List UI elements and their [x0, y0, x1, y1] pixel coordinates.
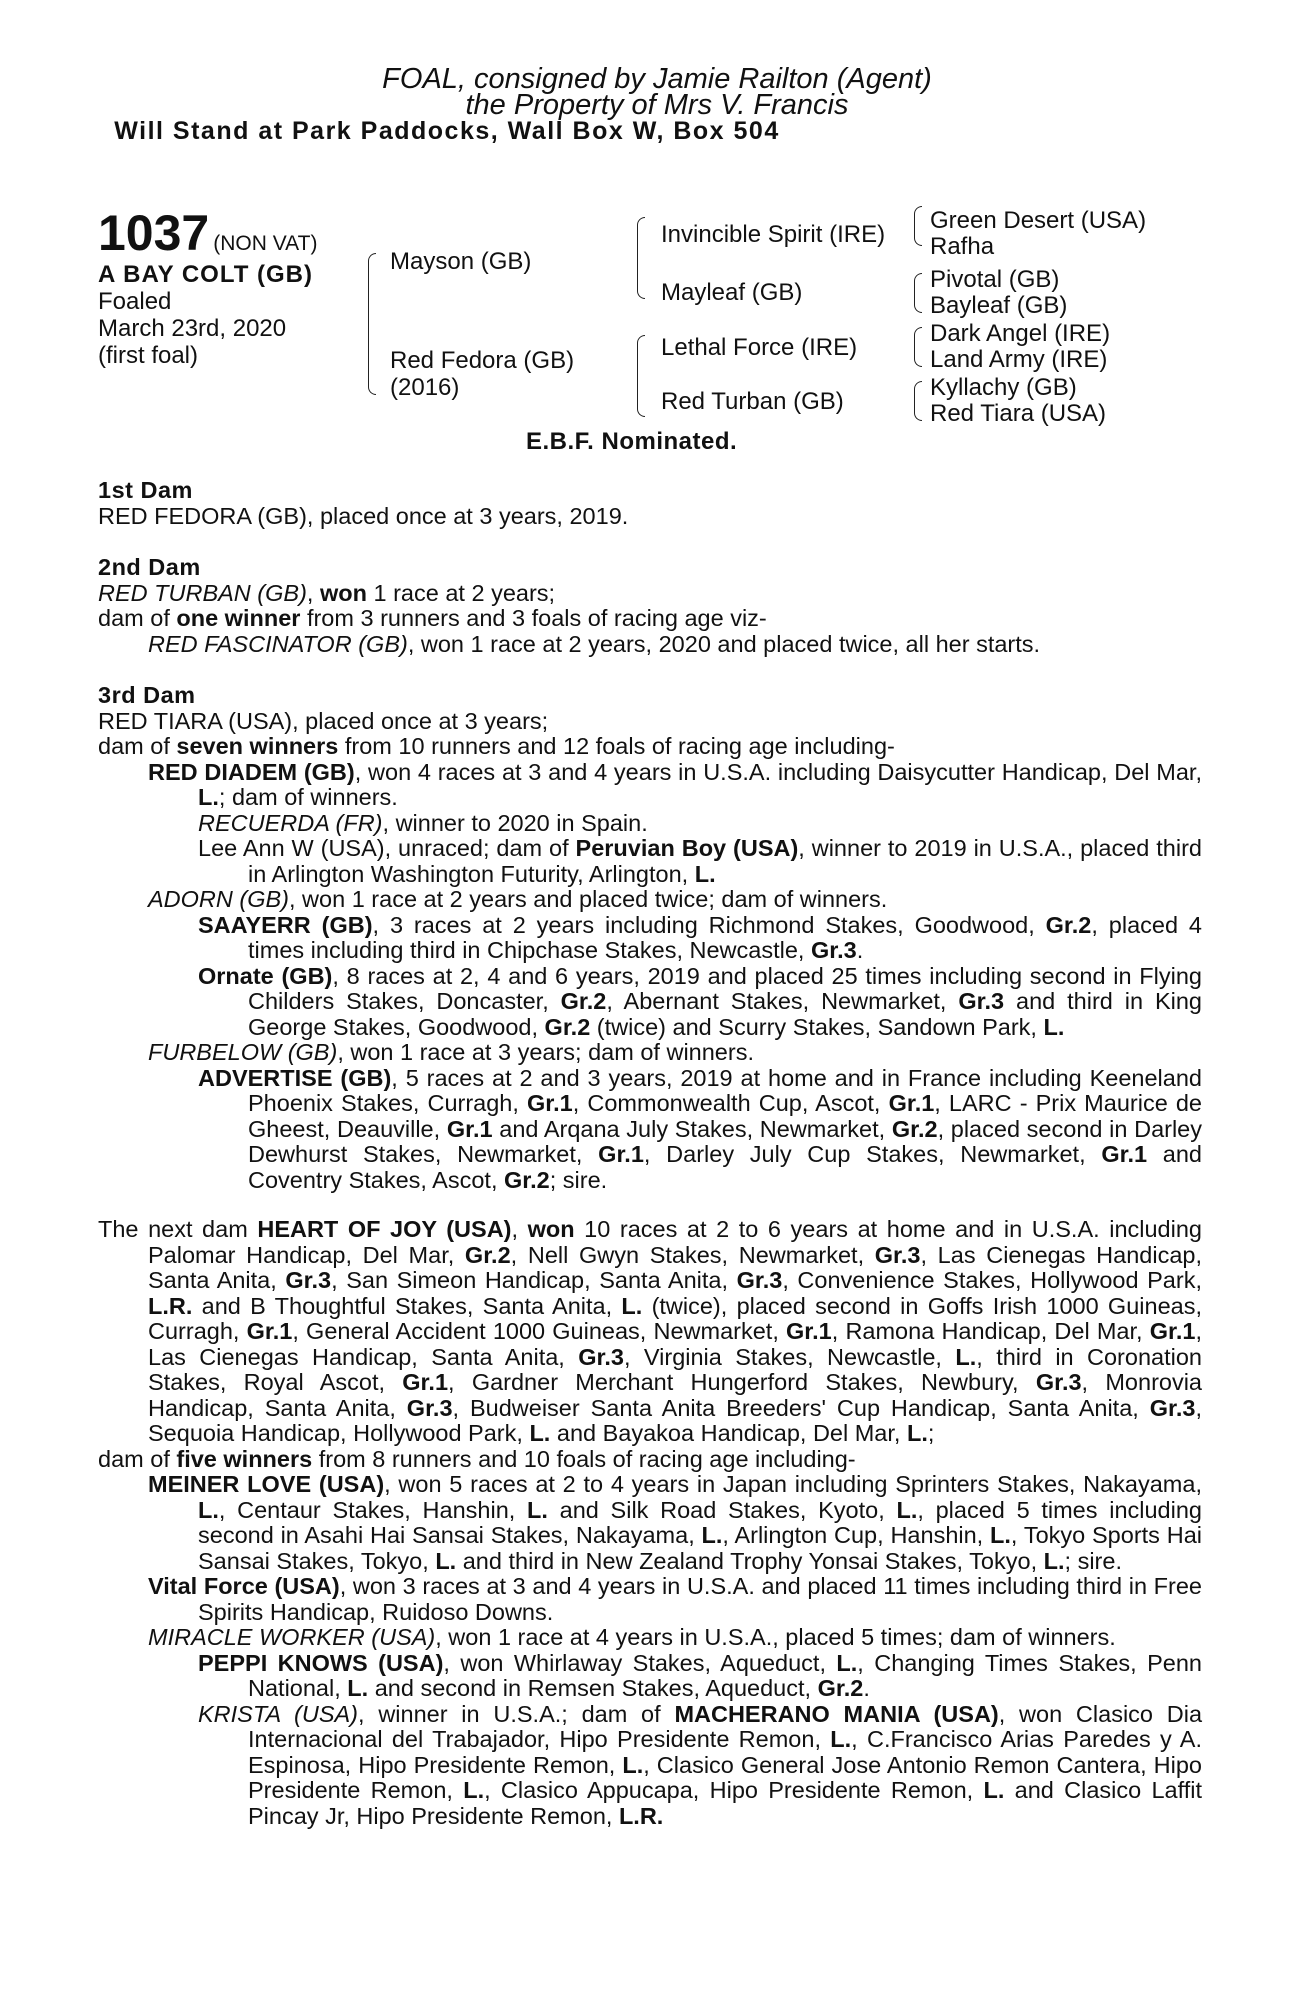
- second-dam-produce: [98, 606, 1202, 632]
- progeny-line: [98, 632, 1202, 658]
- lot-name: A BAY COLT (GB): [98, 261, 314, 288]
- second-dam-rest: 1 race at 2 years;: [366, 579, 556, 606]
- produce-entry: KRISTA (USA), winner in U.S.A.; dam of MACHERANO MANIA (USA), won Clasico Dia Internacional del Trabajador, Hipo Presidente Remon, L., C.Francisco Arias Paredes y A. Espinosa, Hipo Presidente Remon, L., Clasico General Jose Antonio Remon Cantera, Hipo Presidente Remon, L., Clasico Appucapa, Hipo Presidente Remon, L. and Clasico Laffit Pincay Jr, Hipo Presidente Remon, L.R.: [198, 1700, 1203, 1829]
- won-label: won: [527, 1216, 575, 1242]
- produce-entry: Ornate (GB), 8 races at 2, 4 and 6 years, 2019 and placed 25 times including second in Flying Childers Stakes, Doncaster, Gr.2, Abernant Stakes, Newmarket, Gr.3 and third in King George Stakes, Goodwood, Gr.2 (twice) and Scurry Stakes, Sandown Park, L.: [198, 962, 1202, 1040]
- vat-status: (NON VAT): [213, 232, 318, 255]
- produce-entry: RED DIADEM (GB), won 4 races at 3 and 4 years in U.S.A. including Daisycutter Handicap, Del Mar, L.; dam of winners.: [148, 758, 1202, 810]
- next-dam-name: HEART OF JOY (USA): [257, 1216, 512, 1242]
- lot-number: 1037: [98, 205, 210, 261]
- foal-note: (first foal): [98, 342, 199, 369]
- produce-entry: MIRACLE WORKER (USA), won 1 race at 4 years in U.S.A., placed 5 times; dam of winners.: [148, 1624, 1116, 1650]
- ddd: Red Tiara (USA): [930, 400, 1107, 427]
- dds: Kyllachy (GB): [930, 374, 1077, 401]
- progeny-rest: , won 1 race at 2 years, 2020 and placed twice, all her starts.: [407, 630, 1041, 657]
- first-dam-text: RED FEDORA (GB), placed once at 3 years, 2019.: [98, 502, 629, 529]
- produce-entry: ADVERTISE (GB), 5 races at 2 and 3 years, 2019 at home and in France including Keeneland Phoenix Stakes, Curragh, Gr.1, Commonwealth Cup, Ascot, Gr.1, LARC - Prix Maurice de Gheest, Deauville, Gr.1 and Arqana July Stakes, Newmarket, Gr.2, placed second in Darley Dewhurst Stakes, Newmarket, Gr.1, Darley July Cup Stakes, Newmarket, Gr.1 and Coventry Stakes, Ascot, Gr.2; sire.: [198, 1064, 1203, 1193]
- next-dam-produce: [98, 1447, 1202, 1473]
- brace-sd: [914, 273, 922, 313]
- lot-block: [98, 205, 317, 369]
- dam: Red Fedora (GB): [390, 347, 575, 374]
- second-dam-name: RED TURBAN (GB): [98, 579, 307, 606]
- produce-record: [98, 478, 1202, 1829]
- sire: Mayson (GB): [390, 248, 532, 275]
- produce-entry: ADORN (GB), won 1 race at 2 years and placed twice; dam of winners.: [148, 886, 888, 912]
- dam-sire: Lethal Force (IRE): [661, 334, 858, 361]
- winner-count: one winner: [176, 605, 301, 631]
- sss: Green Desert (USA): [930, 207, 1147, 234]
- runner-count: from 3 runners and 3 foals of racing age viz-: [300, 605, 767, 631]
- second-dam-heading: 2nd Dam: [98, 554, 201, 580]
- third-dam-line: RED TIARA (USA), placed once at 3 years;: [98, 707, 549, 734]
- ebf-nominated: E.B.F. Nominated.: [526, 428, 738, 455]
- third-dam-heading: 3rd Dam: [98, 682, 196, 708]
- dam-of: dam of: [98, 733, 177, 759]
- runner-count: from 10 runners and 12 foals of racing age including-: [338, 733, 895, 759]
- produce-entry: RECUERDA (FR), winner to 2020 in Spain.: [198, 809, 648, 836]
- progeny-name: RED FASCINATOR (GB): [148, 630, 408, 657]
- winner-count: seven winners: [176, 733, 339, 759]
- second-dam-text: RED TURBAN (GB), won 1 race at 2 years;: [98, 579, 556, 606]
- winner-count: five winners: [176, 1445, 313, 1472]
- sire-sire: Invincible Spirit (IRE): [661, 221, 886, 248]
- property-line: the Property of Mrs V. Francis: [465, 89, 849, 121]
- produce-entry: PEPPI KNOWS (USA), won Whirlaway Stakes, Aqueduct, L., Changing Times Stakes, Penn National, L. and second in Remsen Stakes, Aqueduct, Gr.2.: [198, 1649, 1202, 1701]
- sire-brace: [637, 217, 645, 299]
- next-dam-entry: The next dam HEART OF JOY (USA), won 10 races at 2 to 6 years at home and in U.S.A. including Palomar Handicap, Del Mar, Gr.2, Nell Gwyn Stakes, Newmarket, Gr.3, Las Cienegas Handicap, Santa Anita, Gr.3, San Simeon Handicap, Santa Anita, Gr.3, Convenience Stakes, Hollywood Park, L.R. and B Thoughtful Stakes, Santa Anita, L. (twice), placed second in Goffs Irish 1000 Guineas, Curragh, Gr.1, General Accident 1000 Guineas, Newmarket, Gr.1, Ramona Handicap, Del Mar, Gr.1, Las Cienegas Handicap, Santa Anita, Gr.3, Virginia Stakes, Newcastle, L., third in Coronation Stakes, Royal Ascot, Gr.1, Gardner Merchant Hungerford Stakes, Newbury, Gr.3, Monrovia Handicap, Santa Anita, Gr.3, Budweiser Santa Anita Breeders' Cup Handicap, Santa Anita, Gr.3, Sequoia Handicap, Hollywood Park, L. and Bayakoa Handicap, Del Mar, L.;: [98, 1216, 1202, 1446]
- dam-of: dam of: [98, 605, 177, 631]
- produce-entry: Lee Ann W (USA), unraced; dam of Peruvian Boy (USA), winner to 2019 in U.S.A., placed third in Arlington Washington Futurity, Arlington, L.: [198, 835, 1202, 887]
- produce-entry: FURBELOW (GB), won 1 race at 3 years; dam of winners.: [148, 1039, 754, 1065]
- brace-dd: [914, 381, 922, 421]
- dam-year: (2016): [390, 374, 460, 401]
- ssd: Rafha: [930, 233, 995, 260]
- sire-dam: Mayleaf (GB): [661, 279, 803, 306]
- sds: Pivotal (GB): [930, 266, 1060, 293]
- brace-ss: [914, 206, 922, 246]
- first-dam-heading: 1st Dam: [98, 477, 193, 503]
- next-dam-prefix: The next dam: [98, 1216, 258, 1242]
- dss: Dark Angel (IRE): [930, 320, 1111, 347]
- foaled-date: March 23rd, 2020: [98, 315, 287, 342]
- sdd: Bayleaf (GB): [930, 292, 1068, 319]
- dam-dam: Red Turban (GB): [661, 388, 844, 415]
- third-dam-produce: [98, 734, 1202, 760]
- runner-count: from 8 runners and 10 foals of racing age including-: [312, 1445, 856, 1472]
- dsd: Land Army (IRE): [930, 346, 1108, 373]
- brace-ds: [914, 327, 922, 367]
- produce-entry: SAAYERR (GB), 3 races at 2 years including Richmond Stakes, Goodwood, Gr.2, placed 4 times including third in Chipchase Stakes, Newcastle, Gr.3.: [198, 911, 1202, 963]
- sire-dam-brace: [368, 253, 376, 395]
- dam-of: dam of: [98, 1445, 177, 1472]
- dam-brace: [637, 335, 645, 417]
- consignor-line: FOAL, consigned by Jamie Railton (Agent): [382, 63, 932, 95]
- stand-line: Will Stand at Park Paddocks, Wall Box W, Box 504: [114, 117, 780, 145]
- won-label: won: [319, 579, 367, 606]
- foaled-label: Foaled: [98, 288, 172, 315]
- produce-entry: MEINER LOVE (USA), won 5 races at 2 to 4 years in Japan including Sprinters Stakes, Nakayama, L., Centaur Stakes, Hanshin, L. and Silk Road Stakes, Kyoto, L., placed 5 times including second in Asahi Hai Sansai Stakes, Nakayama, L., Arlington Cup, Hanshin, L., Tokyo Sports Hai Sansai Stakes, Tokyo, L. and third in New Zealand Trophy Yonsai Stakes, Tokyo, L.; sire.: [148, 1471, 1202, 1574]
- produce-entry: Vital Force (USA), won 3 races at 3 and 4 years in U.S.A. and placed 11 times including third in Free Spirits Handicap, Ruidoso Downs.: [148, 1573, 1202, 1625]
